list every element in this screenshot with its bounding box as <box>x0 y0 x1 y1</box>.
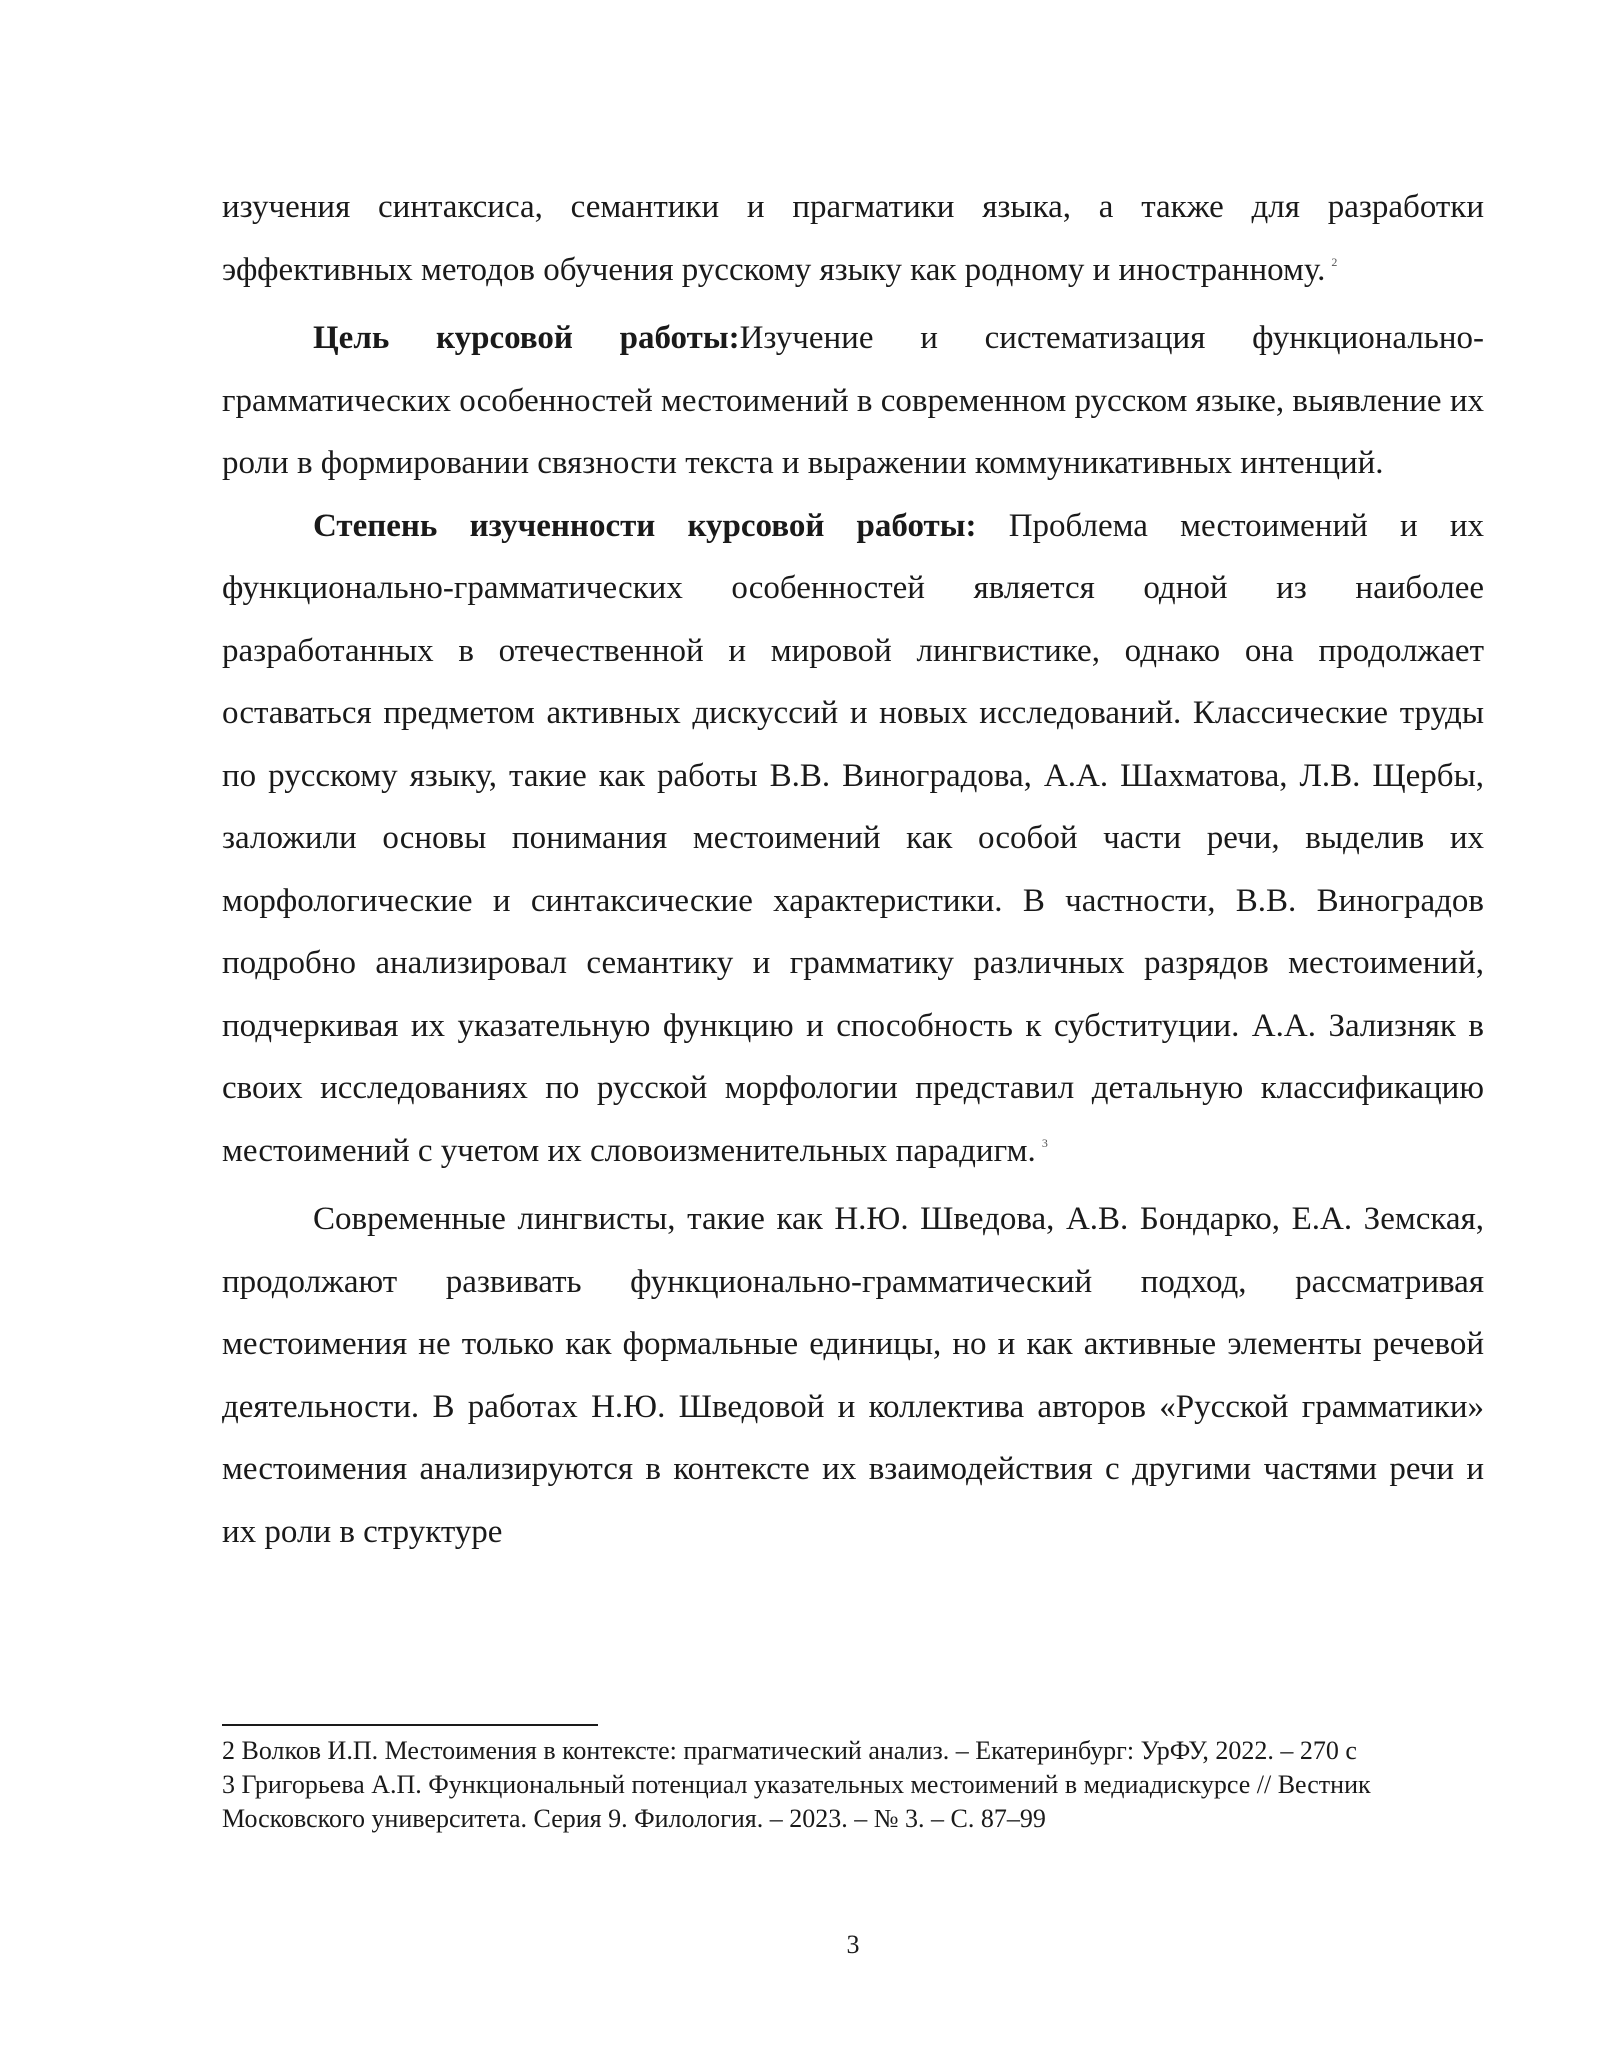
goal-heading: Цель курсовой работы: <box>313 320 740 356</box>
paragraph-modern-linguists <box>222 1188 1484 1563</box>
paragraph-goal <box>222 307 1484 495</box>
footnotes <box>222 1734 1484 1836</box>
footnote-ref-2: 2 <box>1331 254 1338 269</box>
research-degree-heading: Степень изученности курсовой работы: <box>313 507 977 544</box>
footnote-separator <box>222 1724 598 1726</box>
footnote-3: 3 Григорьева А.П. Функциональный потенциал указательных местоимений в медиадискурсе // Вестник Московского университета. Серия 9. Филология. – 2023. – № 3. – С. 87–99 <box>222 1770 1371 1833</box>
research-degree-text: Проблема местоимений и их функционально-грамматических особенностей является одной из наиболее разработанных в отечественной и мировой лингвистике, однако она продолжает оставаться предметом активных дискуссий и новых исследований. Классические труды по русскому языку, такие как работы В.В. Виноградова, А.А. Шахматова, Л.В. Щербы, заложили основы понимания местоимений как особой части речи, выделив их морфологические и синтаксические характеристики. В частности, В.В. Виноградов подробно анализировал семантику и грамматику различных разрядов местоимений, подчеркивая их указательную функцию и способность к субституции. А.А. Зализняк в своих исследованиях по русской морфологии представил детальную классификацию местоимений с учетом их словоизменительных парадигм. <box>222 507 1484 1169</box>
modern-linguists-text: Современные лингвисты, такие как Н.Ю. Шведова, А.В. Бондарко, Е.А. Земская, продолжают развивать функционально-грамматический подход, рассматривая местоимения не только как формальные единицы, но и как активные элементы речевой деятельности. В работах Н.Ю. Шведовой и коллектива авторов «Русской грамматики» местоимения анализируются в контексте их взаимодействия с другими частями речи и их роли в структуре <box>222 1201 1484 1550</box>
goal-text: Изучение и систематизация функционально-грамматических особенностей местоимений в современном русском языке, выявление их роли в формировании связности текста и выражении коммуникативных интенций. <box>222 320 1485 481</box>
paragraph-intro <box>222 176 1484 307</box>
body-text <box>222 176 1484 1563</box>
footnote-2: 2 Волков И.П. Местоимения в контексте: прагматический анализ. – Екатеринбург: УрФУ, 2022. – 270 с <box>222 1736 1357 1765</box>
paragraph-research-degree <box>222 495 1484 1189</box>
page-number: 3 <box>846 1930 860 1959</box>
footnote-ref-3: 3 <box>1041 1135 1048 1150</box>
paragraph-intro-text: изучения синтаксиса, семантики и прагматики языка, а также для разработки эффективных методов обучения русскому языку как родному и иностранному. <box>222 189 1484 288</box>
